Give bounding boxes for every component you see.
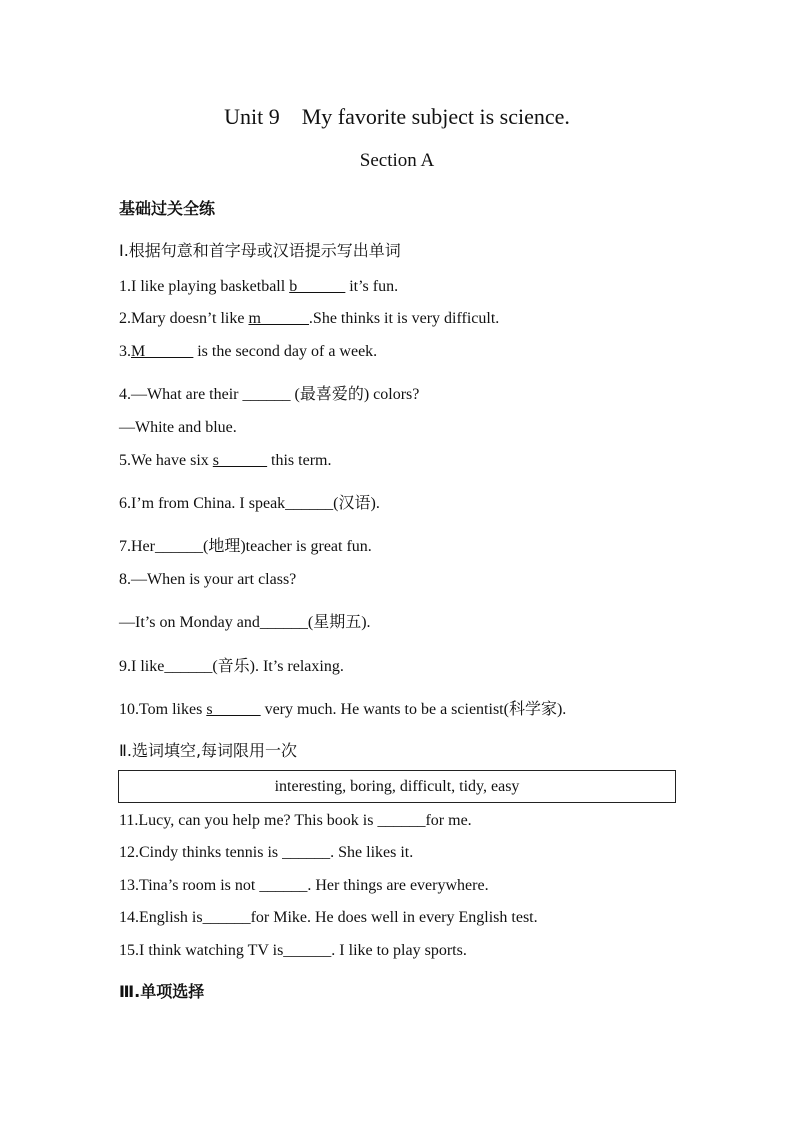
part3-heading: Ⅲ.单项选择 [119, 982, 205, 1001]
part2-heading: Ⅱ.选词填空,每词限用一次 [119, 741, 298, 760]
answer-blank: b______ [289, 278, 346, 295]
question-6: 6.I’m from China. I speak______(汉语). [119, 495, 380, 512]
question-2: 2.Mary doesn’t like m______.She thinks it is very difficult. [119, 310, 500, 327]
unit-number: Unit 9 [224, 104, 280, 129]
practice-heading: 基础过关全练 [119, 199, 216, 218]
question-3: 3.M______ is the second day of a week. [119, 343, 378, 360]
question-9: 9.I like______(音乐). It’s relaxing. [119, 658, 344, 675]
question-4-answer: —White and blue. [119, 419, 237, 436]
page-title [0, 104, 794, 130]
answer-blank: M______ [131, 343, 194, 360]
question-10: 10.Tom likes s______ very much. He wants to be a scientist(科学家). [119, 701, 567, 718]
question-8: 8.—When is your art class? [119, 571, 297, 588]
question-7: 7.Her______(地理)teacher is great fun. [119, 538, 372, 555]
section-title: Section A [359, 150, 435, 171]
question-13: 13.Tina’s room is not ______. Her things are everywhere. [119, 877, 489, 894]
answer-blank: m______ [248, 310, 309, 327]
answer-blank: s______ [212, 452, 268, 469]
question-4: 4.—What are their ______ (最喜爱的) colors? [119, 386, 420, 403]
word-bank: interesting, boring, difficult, tidy, easy [274, 777, 520, 795]
question-15: 15.I think watching TV is______. I like to play sports. [119, 942, 467, 959]
question-5: 5.We have six s______ this term. [119, 452, 332, 469]
question-1: 1.I like playing basketball b______ it’s fun. [119, 278, 399, 295]
part1-heading: Ⅰ.根据句意和首字母或汉语提示写出单词 [119, 241, 401, 260]
word-bank-box [118, 770, 676, 803]
answer-blank: s______ [206, 701, 261, 718]
question-8-answer: —It’s on Monday and______(星期五). [119, 614, 371, 631]
unit-title: My favorite subject is science. [301, 104, 570, 129]
question-14: 14.English is______for Mike. He does well in every English test. [119, 909, 538, 926]
question-12: 12.Cindy thinks tennis is ______. She likes it. [119, 844, 414, 861]
question-11: 11.Lucy, can you help me? This book is ______for me. [119, 812, 472, 829]
